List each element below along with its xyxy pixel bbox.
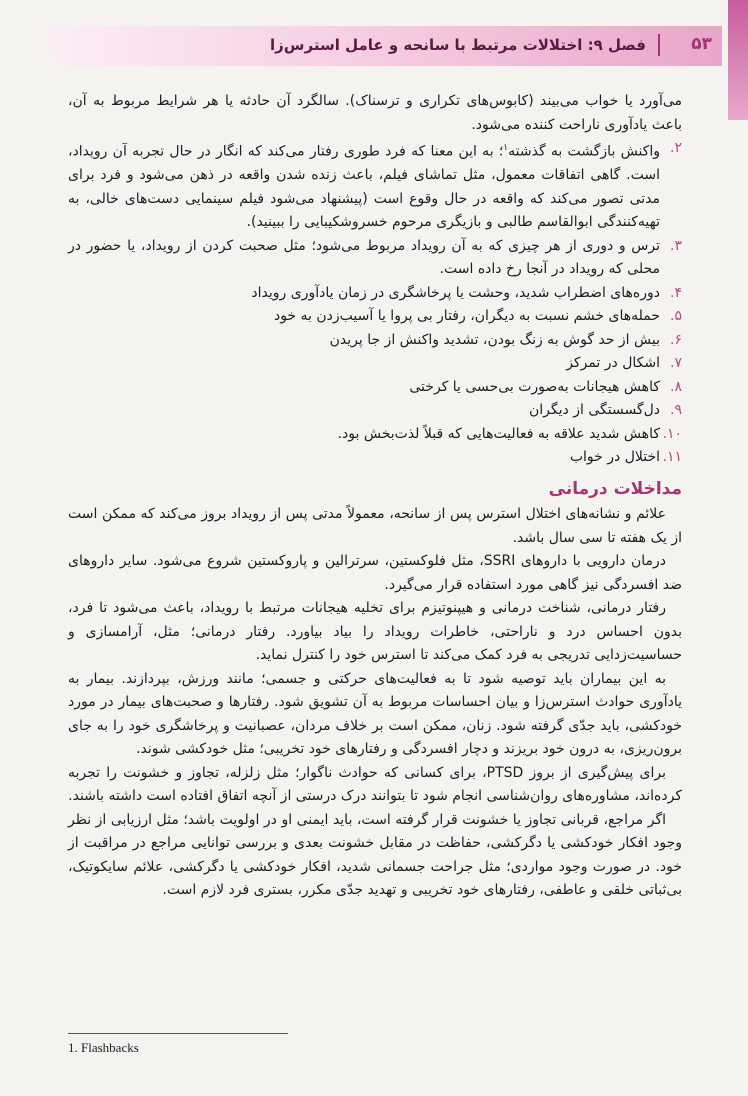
list-item-number: ۳. (670, 237, 682, 254)
list-item-text: ترس و دوری از هر چیزی که به آن رویداد مربوط می‌شود؛ مثل صحبت کردن از رویداد، یا حضور در محلی که رویداد در آنجا رخ داده است. (68, 237, 660, 278)
intro-paragraph: می‌آورد یا خواب می‌بیند (کابوس‌های تکراری و ترسناک). سالگرد آن حادثه یا هر شرایط مربوط به آن، باعث یادآوری ناراحت کننده می‌شود. (68, 93, 682, 133)
body-paragraph: به این بیماران باید توصیه شود تا به فعالیت‌های حرکتی و جسمی؛ مانند ورزش، بپردازند. بیمار به یادآوری حوادث استرس‌زا و بیان احساسات مربوط به آن تشویق شود. رفتارها و صحبت‌های بیمار در مورد خودکشی، باید جدّی گرفته شود. زنان، ممکن است بر خلاف مردان، عصبانیت و پرخاشگری خود را به جای برون‌ریزی، به درون خود بریزند و دچار افسردگی و رفتارهای خود تخریبی؛ مثل خودکشی شوند. (68, 670, 682, 758)
body-paragraph: علائم و نشانه‌های اختلال استرس پس از سانحه، معمولاً مدتی پس از رویداد بروز می‌کند که ممکن است از یک هفته تا سی سال باشد. (68, 506, 682, 546)
page-number: ۵۳ (691, 34, 712, 54)
list-item-text: کاهش شدید علاقه به فعالیت‌هایی که قبلاً لذت‌بخش بود. (337, 425, 660, 442)
list-item (68, 282, 682, 306)
footnote-divider (68, 1033, 288, 1034)
list-item-text: اختلال در خواب (569, 449, 660, 466)
list-item-text: واکنش بازگشت به گذشته (508, 143, 660, 160)
footnote-ref: ۱ (503, 143, 509, 153)
list-item (68, 399, 682, 423)
list-item-number: ۲. (670, 140, 682, 156)
list-item-text: اشکال در تمرکز (566, 355, 660, 372)
body-paragraph: برای پیش‌گیری از بروز PTSD، برای کسانی که حوادث ناگوار؛ مثل زلزله، تجاوز و خشونت را تجربه کرده‌اند، مشاوره‌های روان‌شناسی انجام شود تا بتوانند درک درستی از آنچه اتفاق افتاده است داشته باشند. (68, 764, 682, 805)
list-item (68, 446, 682, 470)
list-item-text: بیش از حد گوش به زنگ بودن، تشدید واکنش از جا پریدن (329, 331, 660, 348)
body-paragraph: درمان دارویی با داروهای SSRI، مثل فلوکستین، سرترالین و پاروکستین شروع می‌شود. سایر داروهای ضد افسردگی نیز گاهی مورد استفاده قرار می‌گیرد. (68, 553, 682, 593)
symptom-list (68, 137, 682, 470)
list-item-text: حمله‌های خشم نسبت به دیگران، رفتار بی پروا یا آسیب‌زدن به خود (273, 308, 660, 325)
list-item-number: ۷. (670, 355, 682, 372)
list-item (68, 329, 682, 353)
list-item-number: ۱۱. (662, 449, 682, 466)
body-paragraph: اگر مراجع، قربانی تجاوز یا خشونت قرار گرفته است، باید ایمنی او در اولویت باشد؛ مثل ارزیابی از نظر وجود افکار خودکشی یا دگرکشی، حفاظت در مقابل خشونت بعدی و بررسی توانایی مراجع در مراقبت از خود. در صورت وجود مواردی؛ مثل جراحت جسمانی شدید، افکار خودکشی یا دگرکشی، علائم سایکوتیک، بی‌ثباتی خلقی و عاطفی، رفتارهای خود تخریبی و تهدید جدّی مکرر، بستری فرد لازم است. (68, 811, 682, 899)
list-item-number: ۸. (670, 378, 682, 395)
list-item (68, 352, 682, 376)
page-header (46, 26, 722, 66)
list-item (68, 376, 682, 400)
list-item-number: ۵. (670, 308, 682, 325)
list-item-number: ۹. (670, 402, 682, 419)
page-edge-strip (728, 0, 748, 120)
list-item-text: کاهش هیجانات به‌صورت بی‌حسی یا کرختی (409, 378, 660, 395)
list-item (68, 423, 682, 447)
list-item-number: ۴. (670, 284, 682, 301)
list-item (68, 235, 682, 282)
list-item-number: ۱۰. (662, 425, 682, 442)
list-item (68, 305, 682, 329)
header-divider (658, 34, 660, 56)
body-paragraph: رفتار درمانی، شناخت درمانی و هیپنوتیزم برای تخلیه هیجانات مرتبط با رویداد، باعث می‌شود تا فرد، بدون احساس درد و ناراحتی، خاطرات رویداد را بیاد بیاورد. رفتار درمانی؛ مثل، آرامسازی و حساسیت‌زدایی تدریجی به فرد کمک می‌کند تا استرس خود را کنترل نماید. (68, 600, 682, 664)
page-body (68, 90, 682, 903)
list-item-number: ۶. (670, 331, 682, 348)
list-item-text: دوره‌های اضطراب شدید، وحشت یا پرخاشگری در زمان یادآوری رویداد (251, 284, 660, 301)
list-item-text-rest: ؛ به این معنا که فرد طوری رفتار می‌کند که انگار در حال تجربه آن رویداد، است. گاهی اتفاقات معمول، مثل تماشای فیلم، باعث زنده شدن واقعه در ذهن می‌شود و فرد برای مدتی تصور می‌کند که واقعه در حال وقوع است (پیشنهاد می‌شود فیلم سینمایی دست‌های خالی، به تهیه‌کنندگی ابوالقاسم طالبی و بازیگری مرحوم خسروشکیبایی را ببینید). (68, 143, 660, 231)
chapter-title: فصل ۹: اختلالات مرتبط با سانحه و عامل استرس‌زا (270, 36, 646, 54)
footnote: 1. Flashbacks (68, 1040, 139, 1055)
section-title: مداخلات درمانی (548, 478, 682, 499)
list-item-text: دل‌گسستگی از دیگران (529, 402, 660, 419)
list-item (68, 137, 682, 235)
